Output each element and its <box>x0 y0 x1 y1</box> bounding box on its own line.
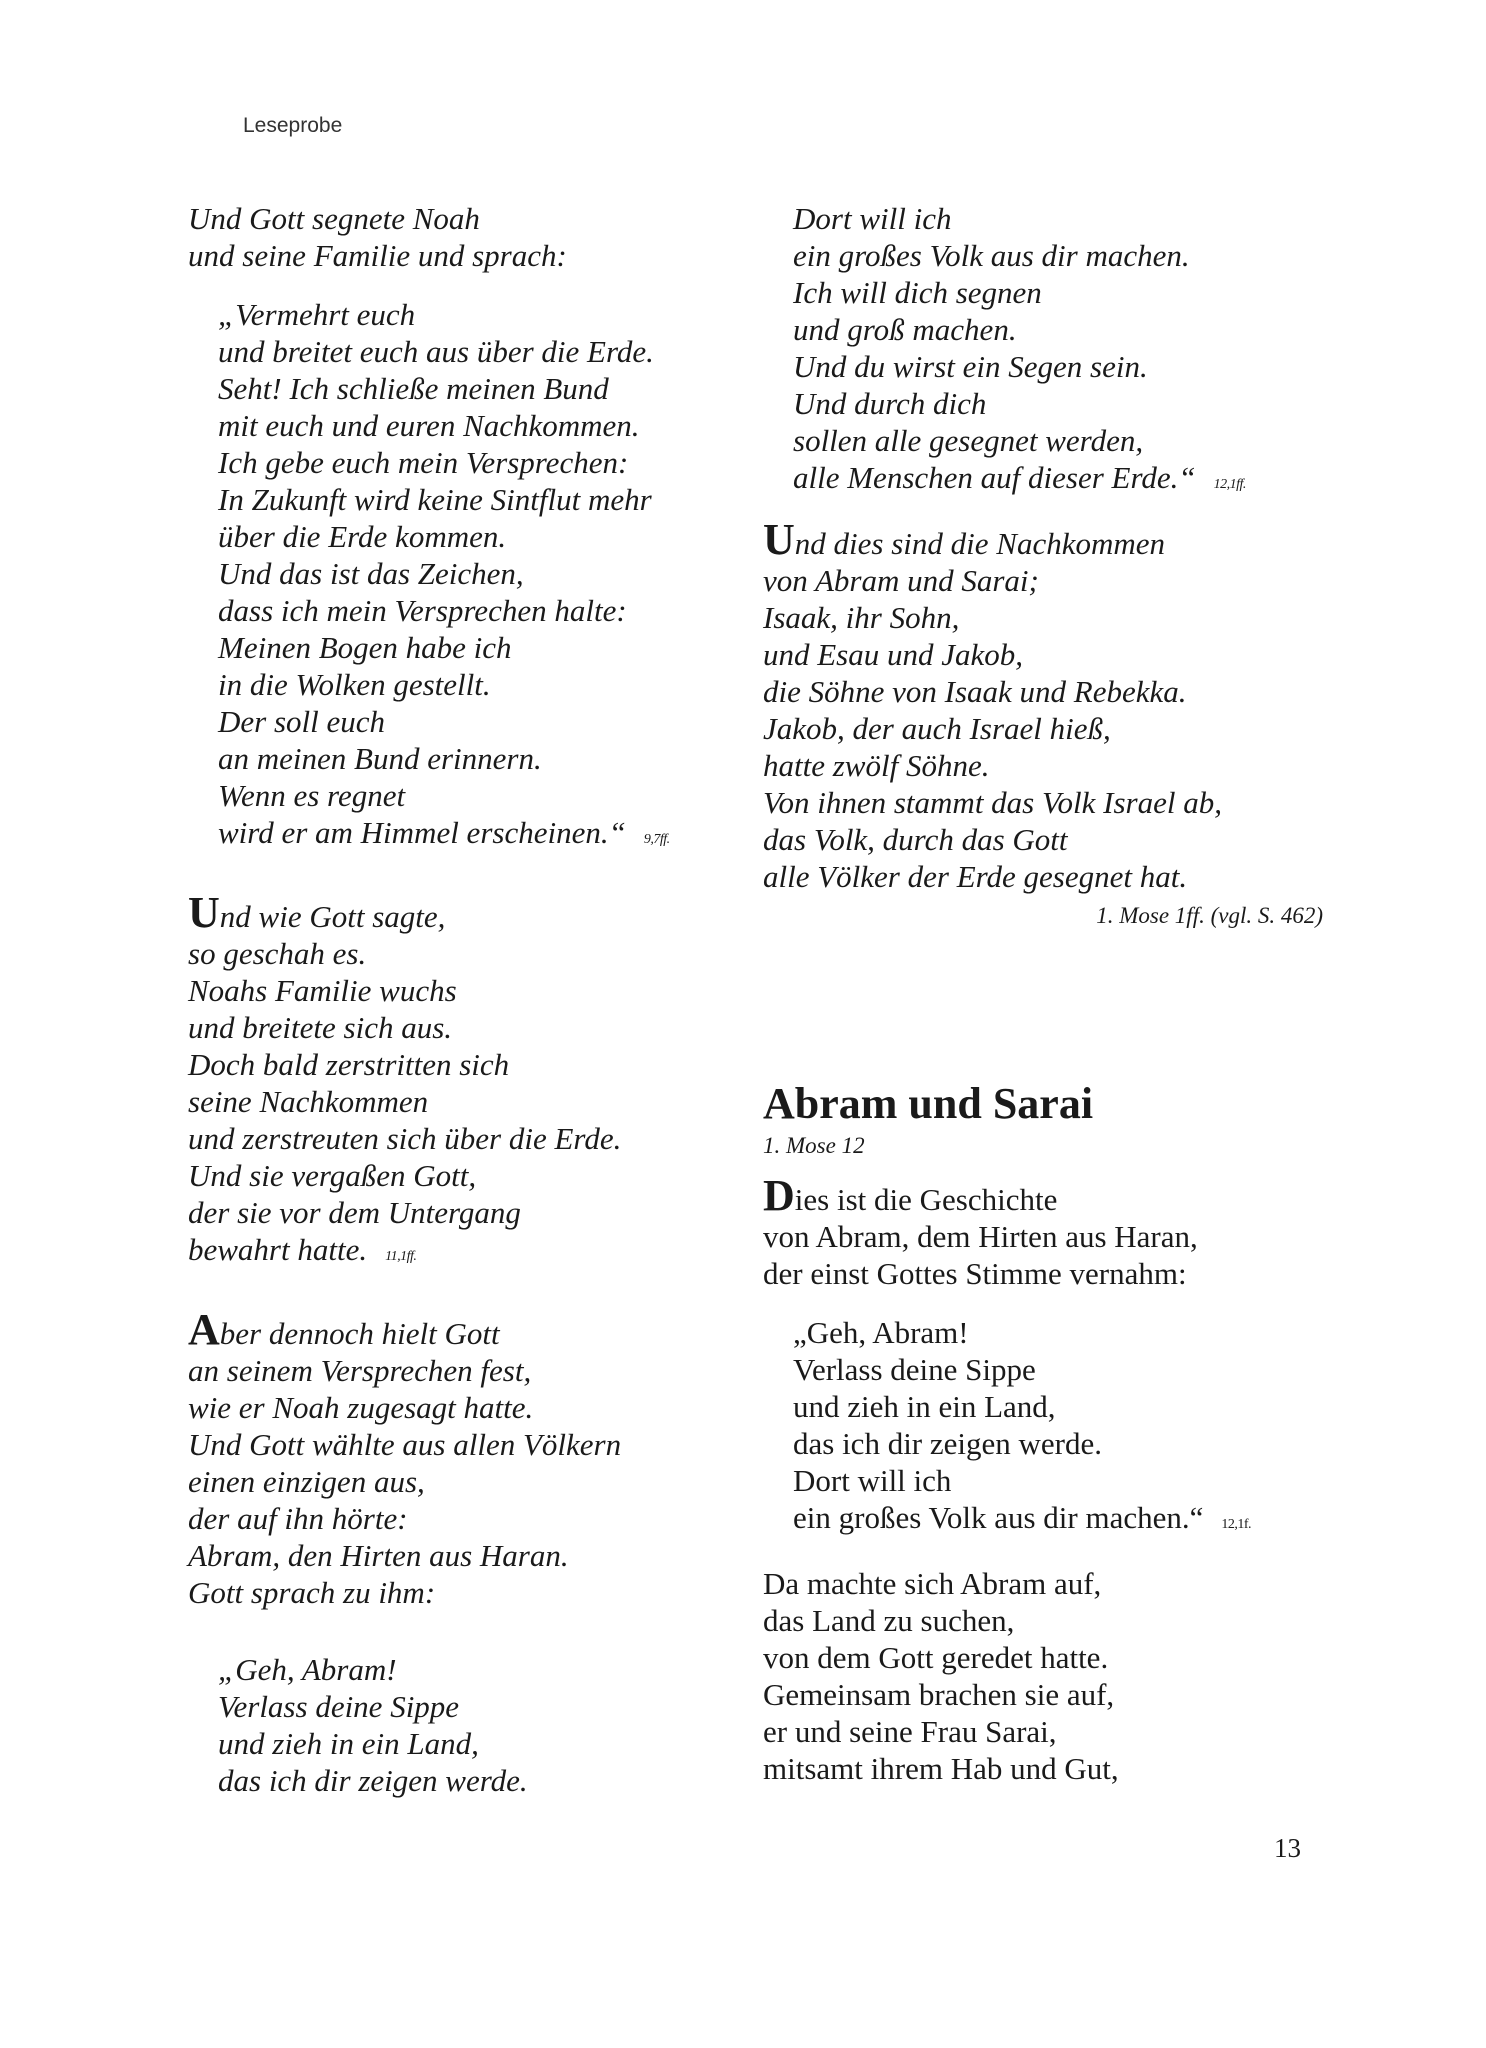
verse-reference: 12,1ff. <box>1213 477 1246 492</box>
text-line: von dem Gott geredet hatte. <box>763 1640 1109 1675</box>
text-line: alle Menschen auf dieser Erde.“ 12,1ff. <box>793 460 1246 495</box>
text-line: das ich dir zeigen werde. <box>218 1763 528 1798</box>
text-line: wie er Noah zugesagt hatte. <box>188 1390 534 1425</box>
text-line: die Söhne von Isaak und Rebekka. <box>763 674 1187 709</box>
paragraph-departure <box>763 1565 1323 1787</box>
text-line: bewahrt hatte. 11,1ff. <box>188 1232 417 1267</box>
page-number: 13 <box>1274 1833 1301 1863</box>
text-line: in die Wolken gestellt. <box>218 667 491 702</box>
text-line: so geschah es. <box>188 936 367 971</box>
text-line: Und das ist das Zeichen, <box>218 556 524 591</box>
text-line: „Vermehrt euch <box>218 297 416 332</box>
text-line: Dort will ich <box>793 201 952 236</box>
quote-covenant <box>188 296 748 858</box>
text-line: Ich will dich segnen <box>793 275 1042 310</box>
verse-reference: 9,7ff. <box>643 832 670 847</box>
header-label: Leseprobe <box>243 114 343 137</box>
text-line: und breitete sich aus. <box>188 1010 453 1045</box>
text-line: der auf ihn hörte: <box>188 1501 408 1536</box>
text-line: er und seine Frau Sarai, <box>763 1714 1057 1749</box>
text-line: hatte zwölf Söhne. <box>763 748 990 783</box>
text-line: Und Gott wählte aus allen Völkern <box>188 1427 622 1462</box>
paragraph-descendants <box>763 515 1323 895</box>
left-column <box>188 200 748 1799</box>
text-line: ein großes Volk aus dir machen.“ 12,1f. <box>793 1500 1252 1535</box>
text-line: das Land zu suchen, <box>763 1603 1015 1638</box>
text-line: Wenn es regnet <box>218 778 406 813</box>
section-title: Abram und Sarai <box>763 1079 1094 1128</box>
paragraph-abram-story <box>763 1171 1323 1292</box>
text-line: Noahs Familie wuchs <box>188 973 457 1008</box>
text-line: und zerstreuten sich über die Erde. <box>188 1121 622 1156</box>
quote-go-abram <box>188 1651 748 1799</box>
text-line: Seht! Ich schließe meinen Bund <box>218 371 609 406</box>
text-line: Isaak, ihr Sohn, <box>763 600 960 635</box>
dropcap-line: Aber dennoch hielt Gott <box>188 1305 500 1354</box>
text-line: In Zukunft wird keine Sintflut mehr <box>218 482 652 517</box>
text-line: über die Erde kommen. <box>218 519 507 554</box>
text-line: Jakob, der auch Israel hieß, <box>763 711 1111 746</box>
text-line: und breitet euch aus über die Erde. <box>218 334 654 369</box>
text-line: Von ihnen stammt das Volk Israel ab, <box>763 785 1222 820</box>
text-line: Verlass deine Sippe <box>793 1352 1036 1387</box>
text-line: Dort will ich <box>793 1463 952 1498</box>
dropcap-letter: U <box>763 515 795 564</box>
dropcap-line: Dies ist die Geschichte <box>763 1171 1058 1220</box>
dropcap-letter: U <box>188 888 220 937</box>
text-line: Ich gebe euch mein Versprechen: <box>218 445 629 480</box>
text-line: „Geh, Abram! <box>793 1315 969 1350</box>
text-line: das ich dir zeigen werde. <box>793 1426 1103 1461</box>
text-line: Da machte sich Abram auf, <box>763 1566 1102 1601</box>
text-line: mitsamt ihrem Hab und Gut, <box>763 1751 1119 1786</box>
text-line: dass ich mein Versprechen halte: <box>218 593 627 628</box>
text-line: Meinen Bogen habe ich <box>218 630 512 665</box>
text-line: Doch bald zerstritten sich <box>188 1047 510 1082</box>
text-line: von Abram, dem Hirten aus Haran, <box>763 1219 1198 1254</box>
dropcap-letter: D <box>763 1171 795 1220</box>
text-line: und groß machen. <box>793 312 1017 347</box>
text-line: und Esau und Jakob, <box>763 637 1024 672</box>
text-line: mit euch und euren Nachkommen. <box>218 408 640 443</box>
text-line: das Volk, durch das Gott <box>763 822 1068 857</box>
text-line: von Abram und Sarai; <box>763 563 1039 598</box>
text-line: Und sie vergaßen Gott, <box>188 1158 477 1193</box>
text-line: seine Nachkommen <box>188 1084 429 1119</box>
paragraph-dispersion <box>188 888 748 1275</box>
section-heading <box>763 1079 1323 1159</box>
text-line: Und Gott segnete Noah <box>188 201 480 236</box>
text-line: Und durch dich <box>793 386 987 421</box>
right-column <box>763 200 1323 1787</box>
text-line: alle Völker der Erde gesegnet hat. <box>763 859 1188 894</box>
verse-reference: 11,1ff. <box>385 1249 417 1264</box>
text-line: Der soll euch <box>218 704 386 739</box>
text-line: Gott sprach zu ihm: <box>188 1575 436 1610</box>
dropcap-line: Und dies sind die Nachkommen <box>763 515 1165 564</box>
text-line: sollen alle gesegnet werden, <box>793 423 1144 458</box>
quote-great-nation <box>763 200 1323 503</box>
paragraph-abram-chosen <box>188 1305 748 1611</box>
dropcap-letter: A <box>188 1305 220 1354</box>
text-line: Verlass deine Sippe <box>218 1689 460 1724</box>
text-line: Und du wirst ein Segen sein. <box>793 349 1148 384</box>
quote-go-abram-upright <box>763 1314 1323 1543</box>
section-subtitle: 1. Mose 12 <box>763 1133 865 1158</box>
text-line: wird er am Himmel erscheinen.“ 9,7ff. <box>218 815 670 850</box>
text-line: und zieh in ein Land, <box>218 1726 479 1761</box>
dropcap-line: Und wie Gott sagte, <box>188 888 446 937</box>
text-line: der sie vor dem Untergang <box>188 1195 521 1230</box>
text-line: und zieh in ein Land, <box>793 1389 1056 1424</box>
source-reference: 1. Mose 1ff. (vgl. S. 462) <box>1096 903 1323 928</box>
text-line: und seine Familie und sprach: <box>188 238 567 273</box>
text-line: Gemeinsam brachen sie auf, <box>763 1677 1115 1712</box>
text-line: einen einzigen aus, <box>188 1464 425 1499</box>
text-line: der einst Gottes Stimme vernahm: <box>763 1256 1187 1291</box>
text-line: an meinen Bund erinnern. <box>218 741 542 776</box>
text-line: ein großes Volk aus dir machen. <box>793 238 1190 273</box>
text-line: an seinem Versprechen fest, <box>188 1353 532 1388</box>
verse-reference: 12,1f. <box>1221 1517 1252 1532</box>
text-line: Abram, den Hirten aus Haran. <box>188 1538 569 1573</box>
paragraph-noah-blessing <box>188 200 748 274</box>
text-line: „Geh, Abram! <box>218 1652 397 1687</box>
